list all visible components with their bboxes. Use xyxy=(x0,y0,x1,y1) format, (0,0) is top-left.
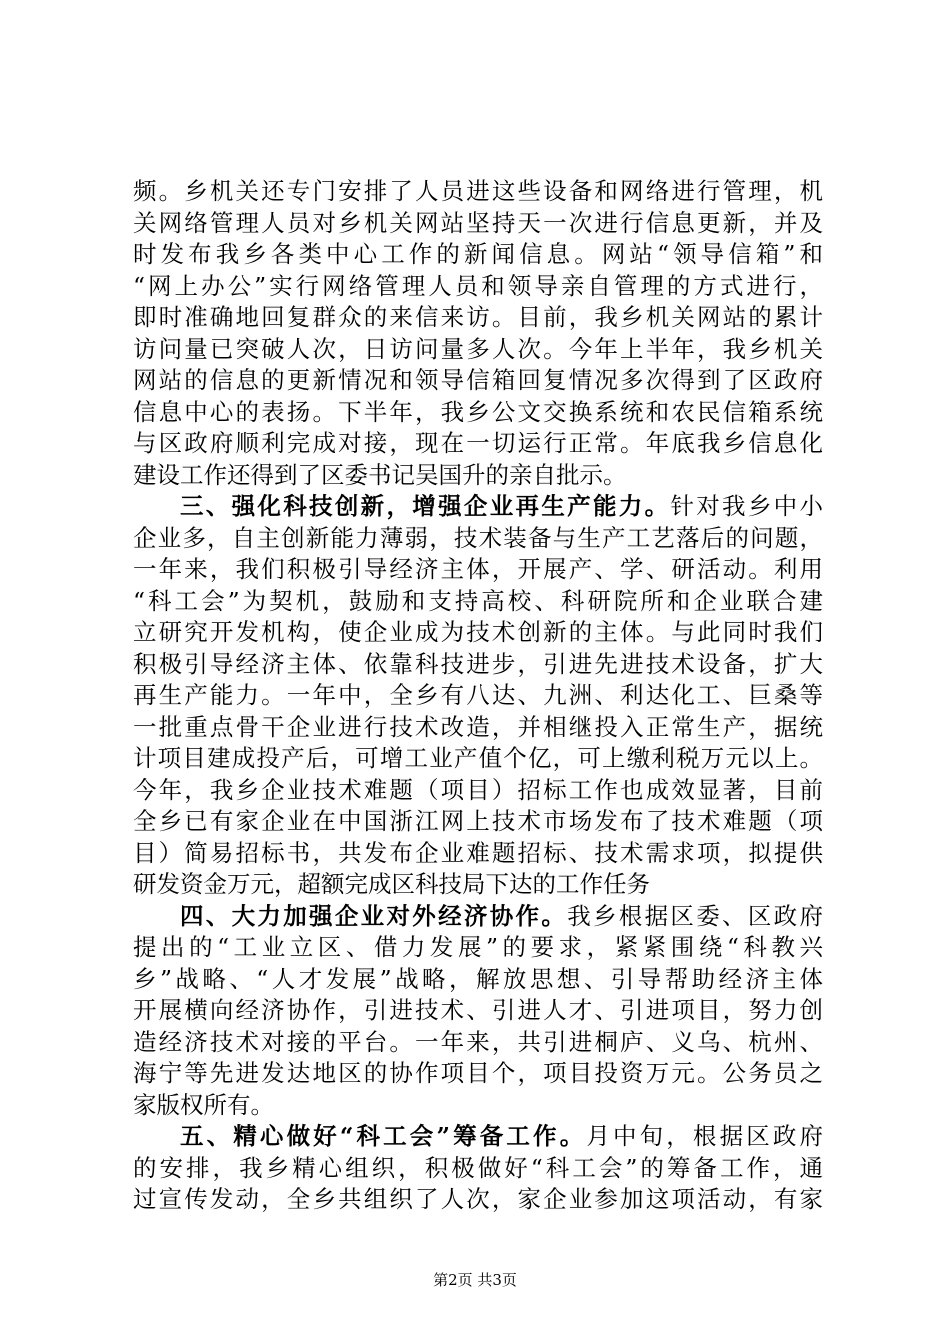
text-line: 提出的“工业立区、借力发展”的要求，紧紧围绕“科教兴 xyxy=(133,933,823,961)
section-lead-text: 针对我乡中小 xyxy=(670,492,823,520)
text-line: 计项目建成投产后，可增工业产值个亿，可上缴利税万元以上。 xyxy=(133,744,823,772)
text-line: 研发资金万元，超额完成区科技局下达的工作任务 xyxy=(133,870,650,898)
text-line: 再生产能力。一年中，全乡有八达、九洲、利达化工、巨桑等 xyxy=(133,681,823,709)
text-line: 开展横向经济协作，引进技术、引进人才、引进项目，努力创 xyxy=(133,996,823,1024)
document-body xyxy=(133,176,823,1216)
section-lead-text: 我乡根据区委、区政府 xyxy=(567,901,823,930)
text-line: 访问量已突破人次，日访问量多人次。今年上半年，我乡机关 xyxy=(133,334,823,363)
text-line: 乡”战略、“人才发展”战略，解放思想、引导帮助经济主体 xyxy=(133,964,823,993)
text-line: 一年来，我们积极引导经济主体，开展产、学、研活动。利用 xyxy=(133,555,823,583)
section-five xyxy=(133,1121,823,1216)
paragraph-continuation xyxy=(133,176,823,491)
text-line: 频。乡机关还专门安排了人员进这些设备和网络进行管理，机 xyxy=(133,177,823,205)
text-line: 造经济技术对接的平台。一年来，共引进桐庐、义乌、杭州、 xyxy=(133,1027,823,1056)
text-line: 时发布我乡各类中心工作的新闻信息。网站“领导信箱”和 xyxy=(133,240,823,268)
text-line: 关网络管理人员对乡机关网站坚持天一次进行信息更新，并及 xyxy=(133,208,823,237)
text-line: 全乡已有家企业在中国浙江网上技术市场发布了技术难题（项 xyxy=(133,807,823,835)
section-first-line xyxy=(133,1121,823,1153)
text-line: 的安排，我乡精心组织，积极做好“科工会”的筹备工作，通 xyxy=(133,1153,823,1182)
text-line: 建设工作还得到了区委书记吴国升的亲自批示。 xyxy=(133,460,627,489)
text-line: 信息中心的表扬。下半年，我乡公文交换系统和农民信箱系统 xyxy=(133,397,823,426)
text-line: 与区政府顺利完成对接，现在一切运行正常。年底我乡信息化 xyxy=(133,429,823,457)
text-line: 网站的信息的更新情况和领导信箱回复情况多次得到了区政府 xyxy=(133,366,823,394)
text-line: 一批重点骨干企业进行技术改造，并相继投入正常生产，据统 xyxy=(133,712,823,741)
text-line: 今年，我乡企业技术难题（项目）招标工作也成效显著，目前 xyxy=(133,775,823,804)
text-line: 家版权所有。 xyxy=(133,1090,274,1119)
text-line: 目）简易招标书，共发布企业难题招标、技术需求项，拟提供 xyxy=(133,838,823,867)
text-line: 即时准确地回复群众的来信来访。目前，我乡机关网站的累计 xyxy=(133,303,823,331)
text-line: “科工会”为契机，鼓励和支持高校、科研院所和企业联合建 xyxy=(133,586,823,615)
section-lead-text: 月中旬，根据区政府 xyxy=(586,1122,823,1150)
section-four xyxy=(133,901,823,1122)
page-footer: 第2页 共3页 xyxy=(433,1271,517,1289)
section-heading: 三、强化科技创新，增强企业再生产能力。 xyxy=(180,492,671,520)
text-line: 海宁等先进发达地区的协作项目个，项目投资万元。公务员之 xyxy=(133,1059,823,1087)
section-first-line xyxy=(133,491,823,523)
section-three xyxy=(133,491,823,901)
section-heading: 四、大力加强企业对外经济协作。 xyxy=(180,901,568,930)
text-line: 企业多，自主创新能力薄弱，技术装备与生产工艺落后的问题， xyxy=(133,523,823,552)
text-line: 积极引导经济主体、依靠科技进步，引进先进技术设备，扩大 xyxy=(133,649,823,678)
section-heading: 五、精心做好“科工会”筹备工作。 xyxy=(180,1122,587,1150)
text-line: 过宣传发动，全乡共组织了人次，家企业参加这项活动，有家 xyxy=(133,1185,823,1213)
text-line: “网上办公”实行网络管理人员和领导亲自管理的方式进行， xyxy=(133,271,823,300)
section-first-line xyxy=(133,901,823,933)
text-line: 立研究开发机构，使企业成为技术创新的主体。与此同时我们 xyxy=(133,618,823,646)
